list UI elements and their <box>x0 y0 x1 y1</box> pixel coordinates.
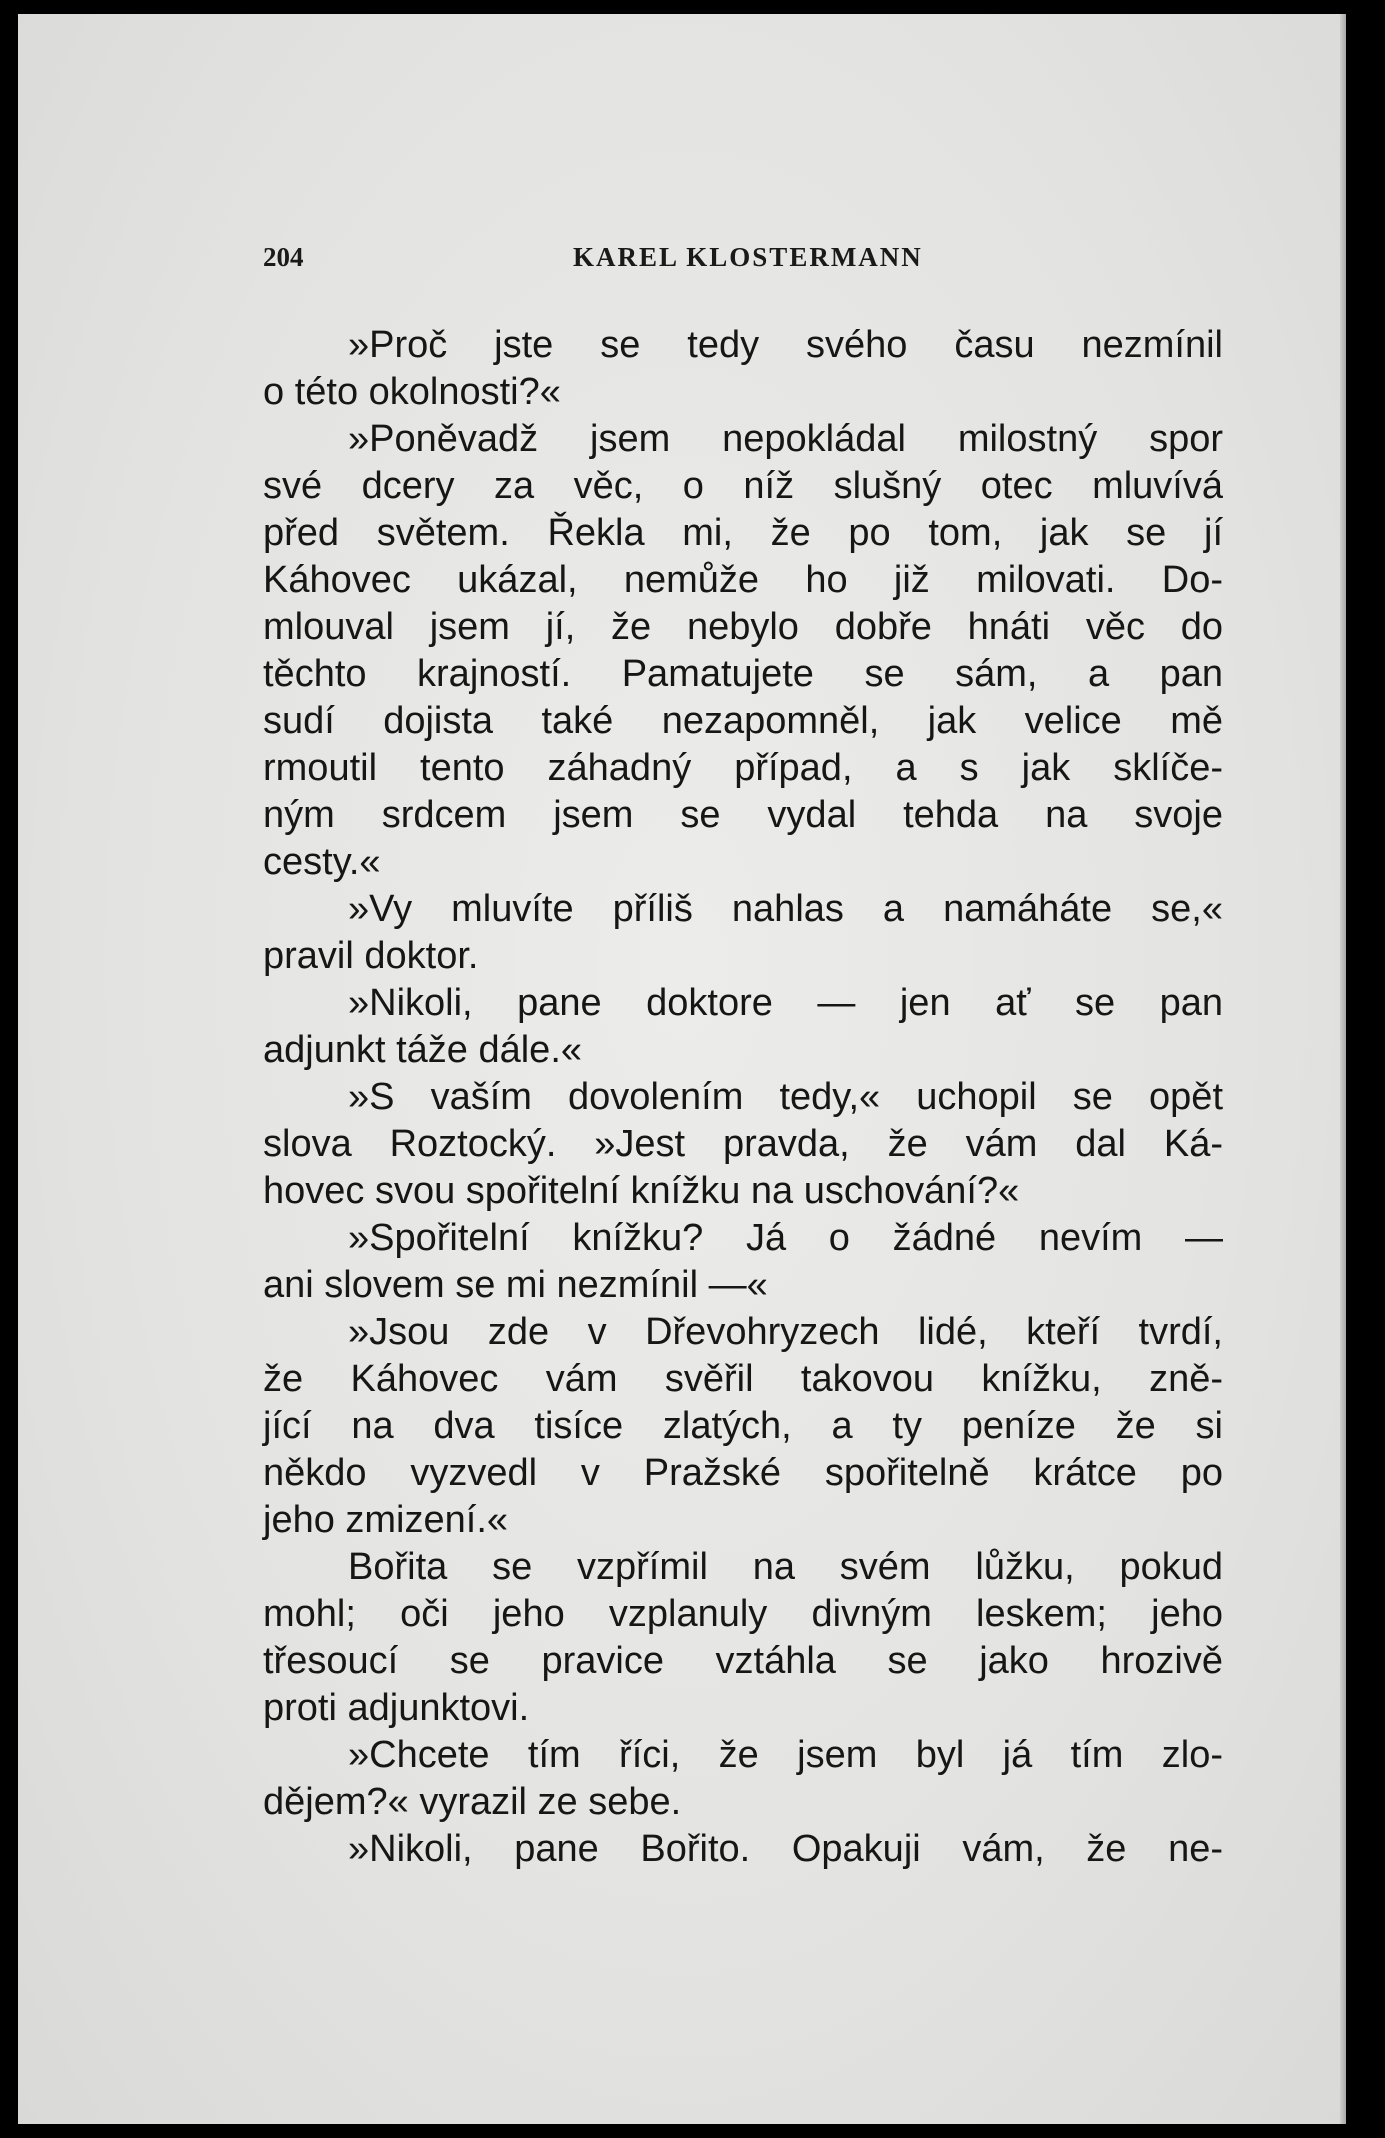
text-line: »Nikoli, pane Bořito. Opakuji vám, že ne- <box>348 1828 1223 1870</box>
text-line: Káhovec ukázal, nemůže ho již milovati. Do- <box>263 559 1223 601</box>
text-line: Bořita se vzpřímil na svém lůžku, pokud <box>348 1546 1223 1588</box>
page-edge-shadow <box>1340 14 1346 2124</box>
text-line: cesty.« <box>263 841 381 883</box>
text-line: jeho zmizení.« <box>263 1499 509 1541</box>
text-line: slova Roztocký. »Jest pravda, že vám dal Ká- <box>263 1123 1223 1165</box>
text-line: těchto krajností. Pamatujete se sám, a pan <box>263 653 1223 695</box>
text-line: někdo vyzvedl v Pražské spořitelně krátce po <box>263 1452 1223 1494</box>
text-line: proti adjunktovi. <box>263 1687 530 1729</box>
text-line: »Poněvadž jsem nepokládal milostný spor <box>348 418 1223 460</box>
text-line: své dcery za věc, o níž slušný otec mluvívá <box>263 465 1223 507</box>
text-line: adjunkt táže dále.« <box>263 1029 583 1071</box>
text-line: »Proč jste se tedy svého času nezmínil <box>348 324 1223 366</box>
text-line: ani slovem se mi nezmínil —« <box>263 1264 768 1306</box>
text-line: dějem?« vyrazil ze sebe. <box>263 1781 682 1823</box>
text-line: hovec svou spořitelní knížku na uschování?« <box>263 1170 1020 1212</box>
text-line: sudí dojista také nezapomněl, jak velice mě <box>263 700 1223 742</box>
text-line: rmoutil tento záhadný případ, a s jak sklíče- <box>263 747 1223 789</box>
text-line: »Nikoli, pane doktore — jen ať se pan <box>348 982 1223 1024</box>
text-line: »Vy mluvíte příliš nahlas a namáháte se,« <box>348 888 1223 930</box>
text-line: »Chcete tím říci, že jsem byl já tím zlo- <box>348 1734 1223 1776</box>
text-line: »Jsou zde v Dřevohryzech lidé, kteří tvrdí, <box>348 1311 1223 1353</box>
text-line: »S vaším dovolením tedy,« uchopil se opět <box>348 1076 1223 1118</box>
page-number: 204 <box>263 242 304 272</box>
page-header <box>263 242 1223 282</box>
text-line: před světem. Řekla mi, že po tom, jak se jí <box>263 512 1223 554</box>
text-line: ným srdcem jsem se vydal tehda na svoje <box>263 794 1223 836</box>
text-line: pravil doktor. <box>263 935 479 977</box>
text-line: mohl; oči jeho vzplanuly divným leskem; jeho <box>263 1593 1223 1635</box>
text-line: třesoucí se pravice vztáhla se jako hrozivě <box>263 1640 1223 1682</box>
text-line: mlouval jsem jí, že nebylo dobře hnáti věc do <box>263 606 1223 648</box>
text-line: »Spořitelní knížku? Já o žádné nevím — <box>348 1217 1223 1259</box>
body-text <box>263 322 1223 1873</box>
running-head: KAREL KLOSTERMANN <box>573 242 923 272</box>
text-line: o této okolnosti?« <box>263 371 561 413</box>
text-line: jící na dva tisíce zlatých, a ty peníze že si <box>263 1405 1223 1447</box>
text-line: že Káhovec vám svěřil takovou knížku, zně- <box>263 1358 1223 1400</box>
book-page <box>18 14 1346 2124</box>
